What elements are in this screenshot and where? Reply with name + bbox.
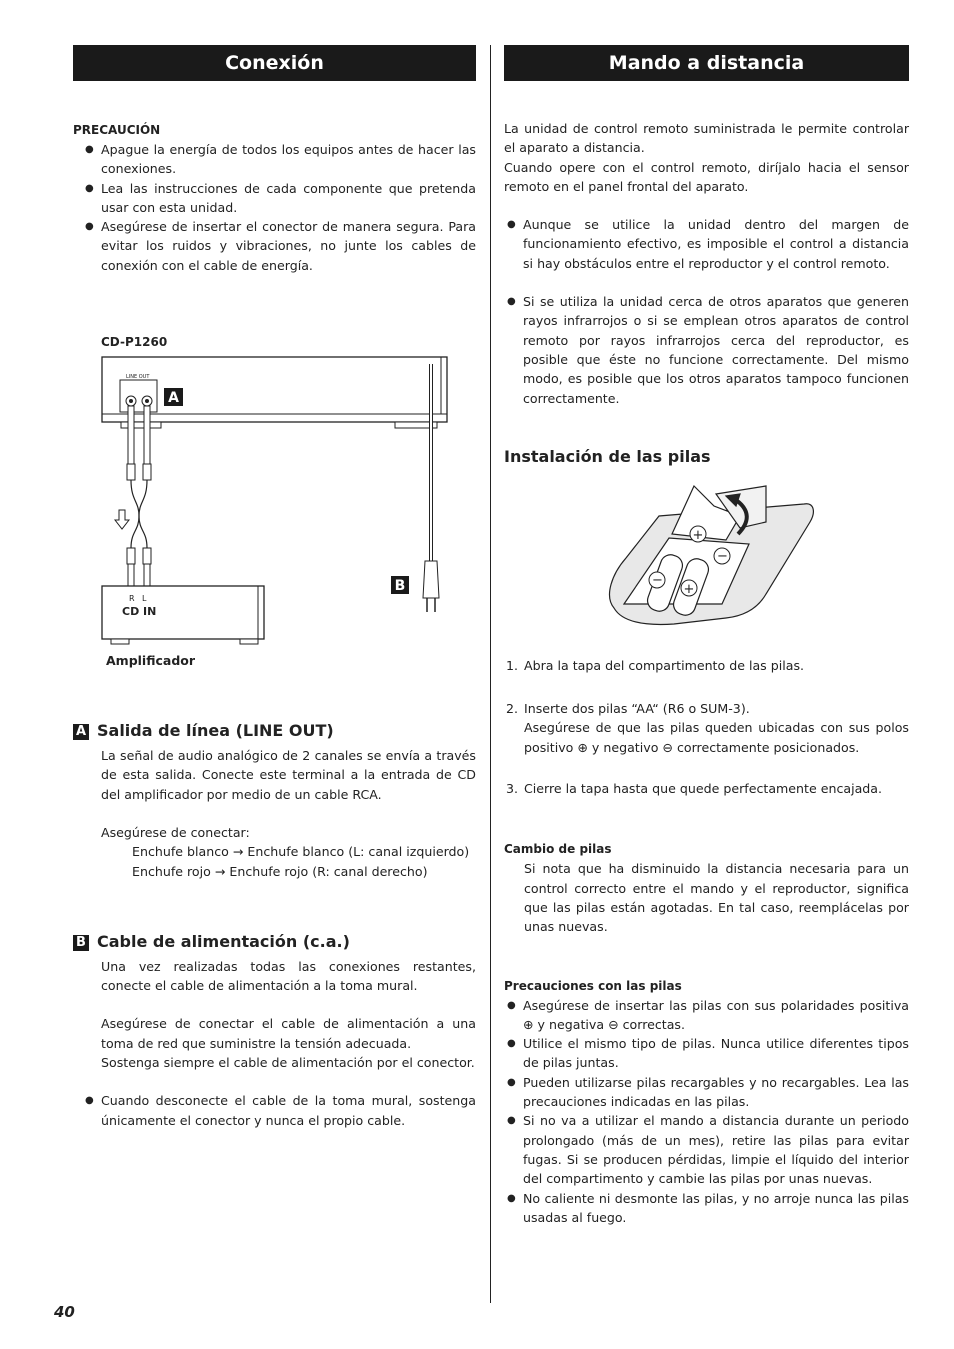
step-1-text: Abra la tapa del compartimento de las pilas. bbox=[524, 657, 805, 673]
remote-notes bbox=[504, 215, 909, 408]
down-arrow-icon bbox=[115, 510, 129, 529]
change-title: Cambio de pilas bbox=[504, 842, 612, 857]
connect-line-1: Enchufe blanco → Enchufe blanco (L: canal izquierdo) bbox=[132, 844, 470, 860]
precaution-item: ● Pueden utilizarse pilas recargables y no recargables. Lea las precauciones indicadas en las pilas. bbox=[504, 1073, 909, 1112]
remote-note: ● Aunque se utilice la unidad dentro del margen de funcionamiento efectivo, es imposible el control a distancia si hay obstáculos entre el reproductor y el control remoto. bbox=[504, 215, 909, 273]
step-3 bbox=[504, 779, 909, 798]
caution-item: ● Apague la energía de todos los equipos antes de hacer las conexiones. bbox=[73, 140, 476, 179]
caution-list bbox=[73, 140, 476, 275]
step-2 bbox=[504, 699, 909, 718]
section-b-bullet: ● Cuando desconecte el cable de la toma mural, sostenga únicamente el conector y nunca el propio cable. bbox=[73, 1091, 476, 1130]
amp-r-label: R bbox=[129, 594, 135, 604]
line-out-label: LINE OUT bbox=[126, 374, 150, 381]
caution-item: ● Asegúrese de insertar el conector de manera segura. Para evitar los ruidos y vibraciones, no junte los cables de conexión con el cable de energía. bbox=[73, 217, 476, 275]
amplifier-unit bbox=[102, 586, 264, 644]
marker-a bbox=[164, 388, 183, 406]
svg-text:+: + bbox=[683, 581, 695, 597]
precautions-title: Precauciones con las pilas bbox=[504, 978, 682, 993]
precautions-list bbox=[504, 996, 909, 1228]
precaution-item: ● No caliente ni desmonte las pilas, y no arroje nunca las pilas usadas al fuego. bbox=[504, 1189, 909, 1228]
cd-in-label: CD IN bbox=[122, 605, 157, 619]
precaution-item: ● Utilice el mismo tipo de pilas. Nunca utilice diferentes tipos de pilas juntas. bbox=[504, 1034, 909, 1073]
precaution-item: ● Si no va a utilizar el mando a distancia durante un periodo prolongado (más de un mes), retire las pilas para evitar fugas. Si se producen pérdidas, limpie el líquido del interior del compartimento y cambie las pilas por unas nuevas. bbox=[504, 1111, 909, 1188]
svg-text:−: − bbox=[652, 572, 663, 588]
install-title: Instalación de las pilas bbox=[504, 446, 711, 466]
remote-note: ● Si se utiliza la unidad cerca de otros aparatos que generen rayos infrarrojos o si se emplean otros aparatos de control remoto por rayos infrarrojos cerca del reproductor, es posible que éste no funcione correctamente. Del mismo modo, es posible que los otros aparatos tampoco funcionen correctamente. bbox=[504, 292, 909, 408]
banner-mando: Mando a distancia bbox=[504, 45, 909, 81]
caution-title: PRECAUCIÓN bbox=[73, 123, 161, 137]
section-a-title: Salida de línea (LINE OUT) bbox=[97, 721, 334, 741]
cd-player-unit bbox=[102, 357, 447, 428]
marker-b bbox=[391, 576, 409, 594]
caution-item: ● Lea las instrucciones de cada componente que pretenda usar con esta unidad. bbox=[73, 179, 476, 218]
section-b-marker: B bbox=[73, 935, 89, 951]
section-a-p1: La señal de audio analógico de 2 canales se envía a través de esta salida. Conecte este terminal a la entrada de CD del amplificador por medio de un cable RCA. bbox=[101, 748, 476, 802]
section-b-heading bbox=[73, 931, 476, 953]
step-3-num: 3. bbox=[506, 781, 519, 797]
svg-text:−: − bbox=[717, 548, 728, 564]
model-label: CD-P1260 bbox=[101, 336, 168, 350]
remote-battery-illustration bbox=[504, 476, 909, 656]
section-b-p2: Asegúrese de conectar el cable de alimentación a una toma de red que suministre la tensión adecuada. bbox=[101, 1016, 476, 1051]
page-number: 40 bbox=[54, 1303, 75, 1321]
intro-1: La unidad de control remoto suministrada le permite controlar el aparato a distancia. bbox=[504, 121, 909, 156]
amp-l-label: L bbox=[142, 594, 147, 604]
section-a-marker: A bbox=[73, 724, 89, 740]
section-a-heading bbox=[73, 720, 476, 742]
column-divider bbox=[490, 45, 491, 1303]
step-1-num: 1. bbox=[506, 657, 519, 673]
step-2-text: Inserte dos pilas “AA“ (R6 o SUM-3). bbox=[524, 701, 750, 717]
svg-text:B: B bbox=[394, 578, 406, 595]
install-steps bbox=[504, 656, 909, 719]
section-a-p2: Asegúrese de conectar: bbox=[101, 824, 250, 840]
section-b-title: Cable de alimentación (c.a.) bbox=[97, 931, 350, 951]
left-column bbox=[73, 45, 476, 1130]
svg-text:+: + bbox=[692, 527, 704, 543]
section-b-list bbox=[73, 1091, 476, 1130]
svg-text:A: A bbox=[168, 390, 179, 407]
section-b-p3: Sostenga siempre el cable de alimentación por el conector. bbox=[101, 1055, 475, 1071]
connect-line-2: Enchufe rojo → Enchufe rojo (R: canal derecho) bbox=[132, 863, 428, 879]
intro-2: Cuando opere con el control remoto, diríjalo hacia el sensor remoto en el panel frontal del aparato. bbox=[504, 159, 909, 194]
step-3-text: Cierre la tapa hasta que quede perfectamente encajada. bbox=[524, 781, 883, 797]
install-steps-cont bbox=[504, 779, 909, 798]
right-column bbox=[504, 45, 909, 1227]
step-1 bbox=[504, 656, 909, 675]
step-2-detail: Asegúrese de que las pilas queden ubicadas con sus polos positivo ⊕ y negativo ⊖ correctamente posicionados. bbox=[524, 720, 909, 755]
banner-conexion: Conexión bbox=[73, 45, 476, 81]
step-2-num: 2. bbox=[506, 701, 519, 717]
section-b-p1: Una vez realizadas todas las conexiones restantes, conecte el cable de alimentación a la toma mural. bbox=[101, 958, 476, 994]
connection-diagram bbox=[73, 336, 476, 686]
change-text: Si nota que ha disminuido la distancia necesaria para un control correcto entre el mando y el reproductor, significa que las pilas están agotadas. En tal caso, reemplácelas por unas nuevas. bbox=[524, 861, 909, 935]
precaution-item: ● Asegúrese de insertar las pilas con sus polaridades positiva ⊕ y negativa ⊖ correctas. bbox=[504, 996, 909, 1035]
amplifier-label: Amplificador bbox=[106, 653, 196, 669]
